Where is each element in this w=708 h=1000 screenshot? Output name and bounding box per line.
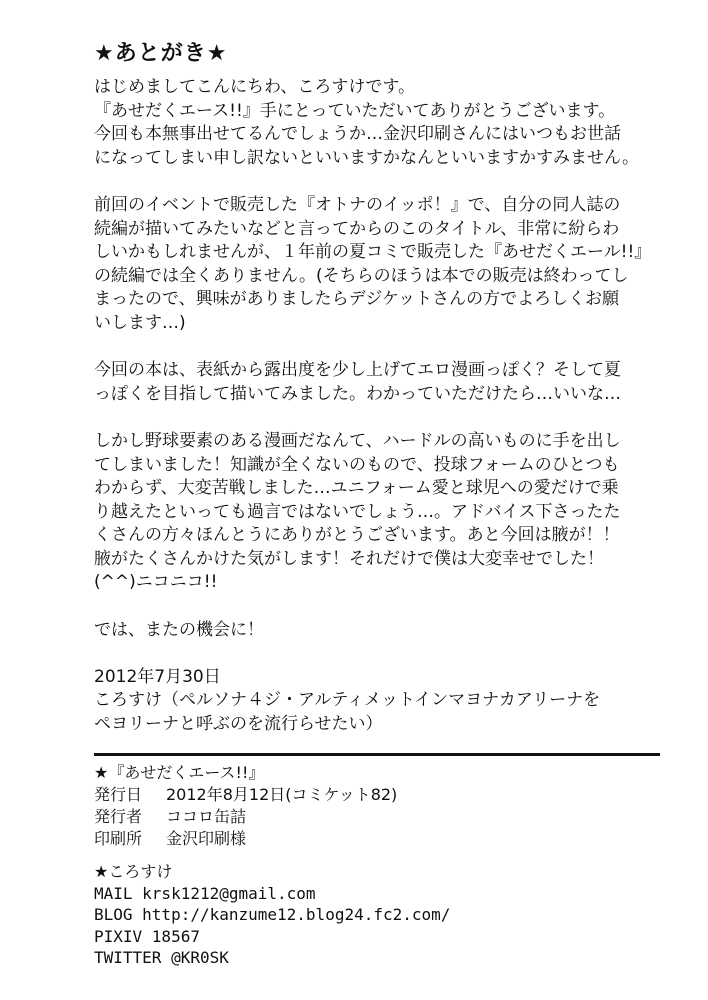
afterword-line: になってしまい申し訳ないといいますかなんといいますかすみません。 — [94, 147, 640, 168]
afterword-line: 今回も本無事出せてるんでしょうか…金沢印刷さんにはいつもお世話 — [94, 124, 621, 145]
afterword-line: り越えたといっても過言ではないでしょう…。アドバイス下さったた — [94, 501, 621, 522]
afterword-section — [94, 40, 664, 737]
afterword-line: いします…) — [94, 312, 186, 333]
afterword-line: ころすけ（ペルソナ４ジ・アルティメットインマヨナカアリーナを — [94, 690, 601, 711]
afterword-line: 続編が描いてみたいなどと言ってからのこのタイトル、非常に紛らわ — [94, 218, 620, 239]
contact-title: ★ころすけ — [94, 862, 173, 881]
afterword-line: (^^)ニコニコ!! — [94, 572, 218, 593]
afterword-title: ★あとがき★ — [94, 41, 228, 66]
afterword-line: わからず、大変苦戦しました…ユニフォーム愛と球児への愛だけで乗 — [94, 478, 619, 499]
afterword-line: はじめましてこんにちわ、ころすけです。 — [94, 77, 415, 97]
afterword-line: 2012年7月30日 — [94, 666, 221, 687]
afterword-line: 今回の本は、表紙から露出度を少し上げてエロ漫画っぽく？そして夏 — [94, 360, 621, 381]
colophon-row — [94, 828, 664, 850]
colophon-value: 金沢印刷様 — [166, 829, 247, 848]
contact-twitter: TWITTER @KR0SK — [94, 948, 229, 968]
afterword-line: の続編では全くありません。(そちらのほうは本での販売は終わってし — [94, 265, 629, 286]
contact-mail: MAIL krsk1212@gmail.com — [94, 883, 316, 903]
afterword-line: 前回のイベントで販売した『オトナのイッポ！』で、自分の同人誌の — [94, 194, 621, 215]
afterword-line: しいかもしれませんが、１年前の夏コミで販売した『あせだくエール!!』 — [94, 242, 652, 263]
paragraph-gap — [94, 595, 664, 619]
colophon-key: 印刷所 — [94, 829, 143, 848]
paragraph-gap — [94, 642, 664, 666]
afterword-line: くさんの方々ほんとうにありがとうございます。あと今回は腋が！！ — [94, 525, 620, 546]
colophon-section — [94, 762, 664, 850]
afterword-line: しかし野球要素のある漫画だなんて、ハードルの高いものに手を出し — [94, 430, 621, 451]
colophon-key: 発行者 — [94, 807, 143, 826]
paragraph-gap — [94, 170, 664, 194]
afterword-line: 『あせだくエース!!』手にとっていただいてありがとうございます。 — [94, 100, 616, 121]
contact-section — [94, 861, 664, 969]
afterword-line: ペヨリーナと呼ぶのを流行らせたい） — [94, 714, 383, 735]
divider-rule — [94, 753, 660, 756]
afterword-line: では、またの機会に！ — [94, 619, 264, 640]
colophon-row — [94, 806, 664, 828]
colophon-value: ココロ缶詰 — [166, 807, 247, 826]
colophon-title: ★『あせだくエース!!』 — [94, 763, 265, 782]
afterword-line: っぽくを目指して描いてみました。わかっていただけたら…いいな… — [94, 383, 621, 404]
colophon-row — [94, 784, 664, 806]
contact-blog: BLOG http://kanzume12.blog24.fc2.com/ — [94, 905, 451, 925]
contact-pixiv: PIXIV 18567 — [94, 926, 200, 946]
paragraph-gap — [94, 336, 664, 360]
colophon-key: 発行日 — [94, 785, 143, 804]
afterword-line: てしまいました！知識が全くないのもので、投球フォームのひとつも — [94, 454, 620, 475]
afterword-body — [94, 76, 664, 737]
afterword-line: 腋がたくさんかけた気がします！それだけで僕は大変幸せでした！ — [94, 548, 604, 569]
colophon-value: 2012年8月12日(コミケット82) — [166, 785, 398, 804]
paragraph-gap — [94, 406, 664, 430]
afterword-line: まったので、興味がありましたらデジケットさんの方でよろしくお願 — [94, 289, 620, 310]
